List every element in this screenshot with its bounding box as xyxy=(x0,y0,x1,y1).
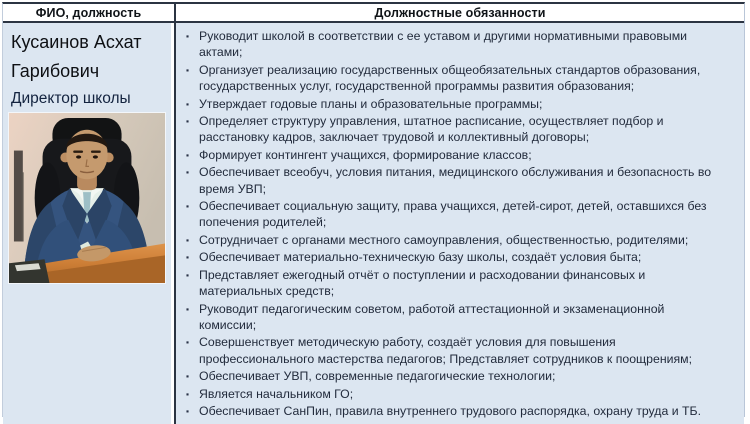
bullet-square-icon: ▪ xyxy=(186,303,190,314)
person-name: Кусаинов Асхат Гарибович xyxy=(11,32,142,81)
duty-item xyxy=(185,147,718,163)
director-photo xyxy=(8,112,166,284)
duty-item xyxy=(185,164,718,197)
duties-table xyxy=(2,2,745,417)
bullet-square-icon: ▪ xyxy=(186,371,190,382)
duty-text: Руководит педагогическим советом, работой аттестационной и экзаменационной комиссии; xyxy=(199,301,665,332)
duty-text: Формирует контингент учащихся, формирование классов; xyxy=(199,147,532,162)
duty-item xyxy=(185,232,718,248)
duty-item xyxy=(185,334,718,367)
duty-text: Руководит школой в соответствии с ее уставом и другими нормативными правовыми актами; xyxy=(199,29,688,60)
bullet-square-icon: ▪ xyxy=(186,388,190,399)
duty-text: Обеспечивает материально-техническую базу школы, создаёт условия быта; xyxy=(199,250,642,265)
duty-item xyxy=(185,28,718,61)
bullet-square-icon: ▪ xyxy=(186,201,190,212)
header-duties-label: Должностные обязанности xyxy=(374,5,546,20)
duty-item xyxy=(185,386,718,402)
duty-text: Обеспечивает социальную защиту, права учащихся, детей-сирот, детей, оставшихся без попечения родителей; xyxy=(199,199,707,230)
bullet-square-icon: ▪ xyxy=(186,234,190,245)
director-portrait-illustration xyxy=(9,113,165,283)
duty-item xyxy=(185,62,718,95)
duties-cell xyxy=(176,23,744,424)
duty-text: Обеспечивает СанПин, правила внутреннего трудового распорядка, охрану труда и ТБ. xyxy=(199,403,701,418)
bullet-square-icon: ▪ xyxy=(186,269,190,280)
duty-text: Утверждает годовые планы и образовательные программы; xyxy=(199,96,543,111)
duty-item xyxy=(185,267,718,300)
bullet-square-icon: ▪ xyxy=(186,252,190,263)
bullet-square-icon: ▪ xyxy=(186,98,190,109)
duty-item xyxy=(185,403,718,419)
duty-text: Обеспечивает УВП, современные педагогические технологии; xyxy=(199,369,556,384)
duty-text: Представляет ежегодный отчёт о поступлении и расходовании финансовых и материальных средств; xyxy=(199,267,646,299)
header-cell-duties xyxy=(176,4,744,23)
duty-text: Обеспечивает всеобуч, условия питания, медицинского обслуживания и безопасность во время УВП; xyxy=(199,165,712,196)
header-fio-label: ФИО, должность xyxy=(35,5,142,20)
bullet-square-icon: ▪ xyxy=(186,64,190,75)
header-cell-fio xyxy=(3,4,176,23)
bullet-square-icon: ▪ xyxy=(186,405,190,416)
duty-text: Является начальником ГО; xyxy=(199,386,354,401)
bullet-square-icon: ▪ xyxy=(186,116,190,127)
duty-item xyxy=(185,198,718,231)
duty-item xyxy=(185,96,718,112)
duty-text: Совершенствует методическую работу, создаёт условия для повышения профессионального мастерства педагогов; Представляет сотрудников к поощрениям; xyxy=(199,335,693,366)
duty-item xyxy=(185,249,718,265)
duty-text: Организует реализацию государственных общеобязательных стандартов образования, государственных услуг, государственной программы развития образования; xyxy=(199,62,701,94)
duty-item xyxy=(185,368,718,384)
duty-text: Сотрудничает с органами местного самоуправления, общественностью, родителями; xyxy=(199,232,689,247)
person-position: Директор школы xyxy=(11,90,131,107)
bullet-square-icon: ▪ xyxy=(186,337,190,348)
bullet-square-icon: ▪ xyxy=(186,149,190,160)
bullet-square-icon: ▪ xyxy=(186,167,190,178)
bullet-square-icon: ▪ xyxy=(186,31,190,41)
person-cell xyxy=(3,23,176,424)
duty-text: Определяет структуру управления, штатное расписание, осуществляет подбор и расстановку кадров, заключает трудовой и коллективный договоры; xyxy=(199,114,664,145)
duty-item xyxy=(185,301,718,334)
duty-item xyxy=(185,113,718,146)
